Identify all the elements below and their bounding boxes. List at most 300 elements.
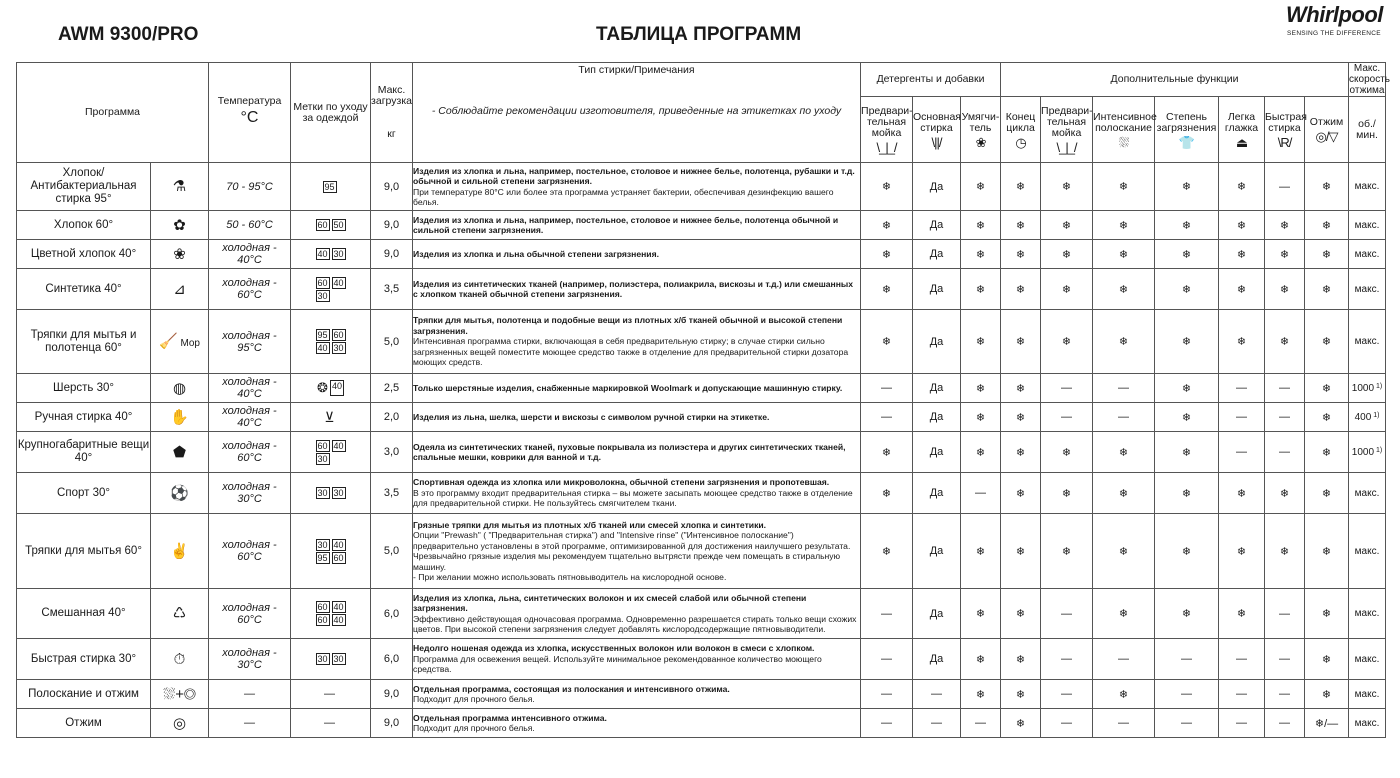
program-name: Тряпки для мытья и полотенца 60° [17, 310, 151, 374]
hand-wash-icon: ✋ [170, 408, 189, 426]
care-label-icon: 30 [317, 488, 328, 498]
cell-spin: ❄/— [1305, 709, 1349, 738]
program-max-load: 9,0 [371, 163, 413, 211]
care-label-icon: 95 [317, 552, 328, 563]
program-name: Смешанная 40° [17, 589, 151, 639]
care-label-icon: 40 [317, 249, 328, 259]
care-labels-cell [291, 514, 371, 589]
wool-icon: ◍ [172, 379, 187, 397]
cell-prewash: ❄ [861, 269, 913, 310]
program-name: Синтетика 40° [17, 269, 151, 310]
col-program: Программа [17, 63, 209, 163]
description-note-2: - При желании можно использовать пятновыводитель на кислородной основе. [413, 572, 727, 582]
cell-prewash2: ❄ [1041, 473, 1093, 514]
cell-spin: ❄ [1305, 163, 1349, 211]
cell-mainwash: Да [913, 211, 961, 240]
description-main: Тряпки для мытья, полотенца и подобные вещи из плотных х/б тканей обычной и высокой степени загрязнения. [413, 315, 843, 336]
cell-softener: ❄ [961, 211, 1001, 240]
cell-easy-iron: — [1219, 403, 1265, 432]
program-name: Цветной хлопок 40° [17, 240, 151, 269]
cell-soil-level: ❄ [1155, 514, 1219, 589]
care-label-icon: 60 [317, 440, 328, 451]
synthetics-icon: ⊿ [173, 280, 186, 298]
col-intensive-rinse: Интенсивное полоскание ⛆ [1093, 97, 1155, 163]
program-max-load: 3,5 [371, 269, 413, 310]
cell-softener: ❄ [961, 269, 1001, 310]
care-label-icon: 60 [333, 552, 344, 563]
cell-quick-wash: ❄ [1265, 269, 1305, 310]
description-main: Спортивная одежда из хлопка или микроволокна, обычной степени загрязнения и пропотевшая. [413, 477, 830, 488]
cell-prewash2: ❄ [1041, 240, 1093, 269]
care-labels-cell [291, 432, 371, 473]
cell-softener: ❄ [961, 403, 1001, 432]
cell-quick-wash: ❄ [1265, 211, 1305, 240]
care-label-icon: 30 [317, 654, 328, 664]
program-description [413, 211, 861, 240]
program-name: Ручная стирка 40° [17, 403, 151, 432]
program-temperature: холодная - 60°C [209, 432, 291, 473]
program-icon-cell [151, 163, 209, 211]
cell-end-cycle: ❄ [1001, 310, 1041, 374]
col-care-labels: Метки по уходу за одеждой [291, 63, 371, 163]
program-description [413, 709, 861, 738]
program-max-load: 3,5 [371, 473, 413, 514]
cell-prewash2: ❄ [1041, 163, 1093, 211]
cell-spin: ❄ [1305, 403, 1349, 432]
cell-quick-wash: — [1265, 403, 1305, 432]
col-quick-wash: Быстрая стирка \R/ [1265, 97, 1305, 163]
rinse-spin-icon: ⛆+◎ [163, 685, 196, 703]
cell-end-cycle: ❄ [1001, 211, 1041, 240]
cell-softener: ❄ [961, 432, 1001, 473]
program-max-load: 9,0 [371, 240, 413, 269]
cell-intensive-rinse: ❄ [1093, 269, 1155, 310]
program-icon-cell [151, 473, 209, 514]
cell-mainwash: Да [913, 240, 961, 269]
program-icon-cell [151, 432, 209, 473]
care-label-icon: 40 [333, 440, 344, 451]
program-icon-cell [151, 403, 209, 432]
care-label-icon: 40 [333, 539, 344, 550]
care-labels-cell [291, 240, 371, 269]
program-row [17, 680, 1386, 709]
cell-easy-iron: ❄ [1219, 211, 1265, 240]
program-description [413, 514, 861, 589]
program-max-load: 5,0 [371, 514, 413, 589]
col-detergents: Детергенты и добавки [861, 63, 1001, 97]
program-name: Крупногабаритные вещи 40° [17, 432, 151, 473]
care-label-icon: 60 [333, 330, 344, 340]
program-row [17, 473, 1386, 514]
program-icon-cell [151, 514, 209, 589]
program-temperature: холодная - 30°C [209, 473, 291, 514]
cell-easy-iron: ❄ [1219, 240, 1265, 269]
cell-prewash2: ❄ [1041, 269, 1093, 310]
cell-mainwash: — [913, 680, 961, 709]
cell-spin: ❄ [1305, 211, 1349, 240]
cell-spin: ❄ [1305, 269, 1349, 310]
cell-mainwash: Да [913, 589, 961, 639]
cotton-icon: ✿ [173, 216, 186, 234]
cell-quick-wash: — [1265, 709, 1305, 738]
col-prewash: Предвари-тельная мойка \_|_/ [861, 97, 913, 163]
program-name: Быстрая стирка 30° [17, 639, 151, 680]
description-note: Интенсивная программа стирки, включающая в себя предварительную стирку; в случае стирки сильно загрязненных вещей поместите моющее средство также в отделение для предварительной стирки дозатора моющих средств. [413, 336, 849, 368]
model-name: AWM 9300/PRO [58, 24, 199, 45]
program-row [17, 240, 1386, 269]
program-row [17, 589, 1386, 639]
description-main: Недолго ношеная одежда из хлопка, искусственных волокон или волокон в смеси с хлопком. [413, 643, 815, 654]
cell-max-spin: макс. [1349, 163, 1386, 211]
program-description [413, 374, 861, 403]
shirt-icon: 👕 [1178, 134, 1195, 150]
program-temperature: — [209, 709, 291, 738]
care-labels-cell [291, 589, 371, 639]
program-row [17, 403, 1386, 432]
program-description [413, 473, 861, 514]
program-table [16, 62, 1390, 738]
cell-spin: ❄ [1305, 589, 1349, 639]
spin-icon: ◎ [172, 714, 187, 732]
col-extra-functions: Дополнительные функции [1001, 63, 1349, 97]
program-temperature: холодная - 60°C [209, 269, 291, 310]
cell-prewash: — [861, 639, 913, 680]
cell-end-cycle: ❄ [1001, 269, 1041, 310]
cell-prewash2: — [1041, 639, 1093, 680]
program-row [17, 310, 1386, 374]
col-easy-iron: Легка глажка ⏏ [1219, 97, 1265, 163]
care-label-icon: ❂ [317, 380, 328, 395]
program-description [413, 589, 861, 639]
cell-soil-level: ❄ [1155, 432, 1219, 473]
col-max-load: Макс. загрузка кг [371, 63, 413, 163]
cell-max-spin: макс. [1349, 240, 1386, 269]
cell-prewash2: — [1041, 589, 1093, 639]
care-label-icon: 40 [333, 615, 344, 625]
cell-prewash2: — [1041, 709, 1093, 738]
care-label-icon: 40 [330, 380, 344, 396]
cell-spin: ❄ [1305, 639, 1349, 680]
cell-spin: ❄ [1305, 374, 1349, 403]
cell-prewash2: ❄ [1041, 432, 1093, 473]
description-main: Изделия из хлопка и льна обычной степени загрязнения. [413, 248, 659, 259]
cell-prewash: ❄ [861, 240, 913, 269]
cell-soil-level: — [1155, 709, 1219, 738]
description-main: Одеяла из синтетических тканей, пуховые покрывала из полиэстера и других синтетических тканей, спальные мешки, коврики для ванной и т.д. [413, 441, 846, 462]
description-note: Программа для освежения вещей. Используйте минимальное рекомендованное количество моющего средства. [413, 653, 822, 675]
cell-prewash: ❄ [861, 473, 913, 514]
cell-max-spin: макс. [1349, 211, 1386, 240]
program-row [17, 269, 1386, 310]
footnote-marker: 1) [1374, 382, 1383, 390]
care-labels-cell [291, 163, 371, 211]
cell-max-spin: макс. [1349, 639, 1386, 680]
description-main: Отдельная программа интенсивного отжима. [413, 712, 607, 723]
care-labels-cell [291, 473, 371, 514]
cell-prewash2: ❄ [1041, 310, 1093, 374]
program-icon-cell [151, 310, 209, 374]
program-row [17, 639, 1386, 680]
program-max-load: 2,0 [371, 403, 413, 432]
program-max-load: 9,0 [371, 680, 413, 709]
cell-quick-wash: — [1265, 163, 1305, 211]
cell-soil-level: ❄ [1155, 269, 1219, 310]
cell-intensive-rinse: ❄ [1093, 514, 1155, 589]
program-description [413, 432, 861, 473]
cell-soil-level: ❄ [1155, 589, 1219, 639]
program-icon-cell [151, 680, 209, 709]
care-label-icon: 30 [317, 290, 328, 301]
cell-easy-iron: ❄ [1219, 163, 1265, 211]
cell-end-cycle: ❄ [1001, 374, 1041, 403]
cell-easy-iron: ❄ [1219, 514, 1265, 589]
program-temperature: холодная - 40°C [209, 374, 291, 403]
program-description [413, 269, 861, 310]
cell-softener: ❄ [961, 639, 1001, 680]
cell-end-cycle: ❄ [1001, 709, 1041, 738]
cell-spin: ❄ [1305, 473, 1349, 514]
cell-easy-iron: ❄ [1219, 310, 1265, 374]
cell-max-spin: макс. [1349, 514, 1386, 589]
cell-end-cycle: ❄ [1001, 473, 1041, 514]
cell-spin: ❄ [1305, 240, 1349, 269]
program-temperature: холодная - 40°C [209, 403, 291, 432]
cell-soil-level: — [1155, 639, 1219, 680]
description-note: Опции "Prewash" ( "Предварительная стирка") and "Intensive rinse" ("Интенсивное полоскание") предварительно установлены в этой программе, оптимизированной для достижения наилучшего результата. Чрезвычайно грязные изделия мы рекомендуем тщательно вытрясти прежде чем помещать в стиральную машину. [413, 530, 851, 572]
description-note: Подходит для прочного белья. [413, 694, 535, 704]
program-name: Отжим [17, 709, 151, 738]
cell-end-cycle: ❄ [1001, 432, 1041, 473]
program-max-load: 3,0 [371, 432, 413, 473]
shower-icon: ⛆ [1118, 134, 1129, 150]
cell-intensive-rinse: ❄ [1093, 211, 1155, 240]
care-labels-cell [291, 403, 371, 432]
program-name: Хлопок/ Антибактериальная стирка 95° [17, 163, 151, 211]
program-description [413, 163, 861, 211]
cell-prewash: ❄ [861, 310, 913, 374]
care-label-icon: 50 [333, 220, 344, 230]
mop-label: Mop [177, 338, 200, 349]
cell-intensive-rinse: — [1093, 709, 1155, 738]
program-temperature: 50 - 60°C [209, 211, 291, 240]
care-label-icon: ⊻ [324, 408, 335, 425]
program-max-load: 5,0 [371, 310, 413, 374]
temp-unit: °C [240, 109, 259, 126]
cell-max-spin: макс. [1349, 473, 1386, 514]
description-main: Изделия из хлопка и льна, например, постельное, столовое и нижнее белье, полотенца, рубашки и т.д. обычной и сильной степени загрязнения. [413, 165, 855, 186]
care-labels-cell [291, 374, 371, 403]
tub-3-icon: \_|_/ [1056, 140, 1077, 155]
cell-quick-wash: — [1265, 432, 1305, 473]
cell-easy-iron: ❄ [1219, 269, 1265, 310]
cell-prewash: — [861, 403, 913, 432]
col-rpm-unit: об./мин. [1349, 97, 1386, 163]
description-note: Эффективно действующая одночасовая программа. Одновременно разрешается стирать только вещи схожих цветов. При высокой степени загрязнения следует добавлять кислородсодержащие пятновыводители. [413, 613, 857, 634]
sport-icon: ⚽ [170, 484, 189, 502]
description-main: Изделия из льна, шелка, шерсти и вискозы с символом ручной стирки на этикетке. [413, 411, 770, 422]
flower-icon: ❀ [975, 134, 986, 150]
cell-mainwash: — [913, 709, 961, 738]
care-label-icon: — [324, 688, 336, 700]
cell-mainwash: Да [913, 639, 961, 680]
cell-mainwash: Да [913, 473, 961, 514]
cell-softener: ❄ [961, 680, 1001, 709]
cell-easy-iron: — [1219, 374, 1265, 403]
program-name: Спорт 30° [17, 473, 151, 514]
program-temperature: холодная - 60°C [209, 589, 291, 639]
program-row [17, 163, 1386, 211]
care-label-icon: 30 [317, 539, 328, 550]
bulky-icon: ⬟ [172, 443, 187, 461]
cell-mainwash: Да [913, 432, 961, 473]
description-main: Изделия из хлопка и льна, например, постельное, столовое и нижнее белье, полотенца обычной и сильной степени загрязнения. [413, 214, 839, 235]
program-temperature: 70 - 95°C [209, 163, 291, 211]
footnote-marker: 1) [1371, 411, 1380, 419]
care-labels-cell [291, 639, 371, 680]
cell-spin: ❄ [1305, 680, 1349, 709]
cell-mainwash: Да [913, 403, 961, 432]
program-name: Хлопок 60° [17, 211, 151, 240]
program-icon-cell [151, 374, 209, 403]
program-max-load: 6,0 [371, 589, 413, 639]
cell-intensive-rinse: — [1093, 403, 1155, 432]
col-softener: Умягчи-тель ❀ [961, 97, 1001, 163]
cell-prewash: — [861, 374, 913, 403]
cell-softener: ❄ [961, 240, 1001, 269]
cell-prewash: — [861, 709, 913, 738]
quick-tub-icon: \R/ [1277, 134, 1292, 150]
cell-max-spin: 400 $^{1)}$ [1349, 403, 1386, 432]
logo-wordmark: Whirlpool [1286, 2, 1383, 27]
cell-quick-wash: ❄ [1265, 514, 1305, 589]
cell-easy-iron: ❄ [1219, 589, 1265, 639]
description-note: При температуре 80°C или более эта программа устраняет бактерии, обеспечивая дезинфекцию вашего белья. [413, 186, 834, 207]
program-icon-cell [151, 211, 209, 240]
care-label-icon: 95 [317, 330, 328, 340]
cell-soil-level: ❄ [1155, 473, 1219, 514]
cell-prewash2: ❄ [1041, 211, 1093, 240]
cell-quick-wash: — [1265, 589, 1305, 639]
cell-intensive-rinse: — [1093, 374, 1155, 403]
cell-prewash: ❄ [861, 514, 913, 589]
cell-prewash2: — [1041, 403, 1093, 432]
cell-spin: ❄ [1305, 310, 1349, 374]
cell-mainwash: Да [913, 269, 961, 310]
program-row [17, 374, 1386, 403]
cell-max-spin: макс. [1349, 269, 1386, 310]
cell-spin: ❄ [1305, 432, 1349, 473]
description-main: Изделия из хлопка, льна, синтетических волокон и их смесей слабой или обычной степени загрязнения. [413, 592, 807, 613]
care-label-icon: 40 [333, 277, 344, 288]
page-title: ТАБЛИЦА ПРОГРАММ [596, 24, 802, 45]
cell-easy-iron: — [1219, 680, 1265, 709]
cell-prewash: ❄ [861, 211, 913, 240]
cell-quick-wash: ❄ [1265, 240, 1305, 269]
cell-intensive-rinse: ❄ [1093, 680, 1155, 709]
cell-intensive-rinse: ❄ [1093, 589, 1155, 639]
iron-icon: ⏏ [1235, 134, 1248, 150]
cell-quick-wash: — [1265, 639, 1305, 680]
mop-icon: 🧹 [159, 333, 178, 350]
care-labels-cell [291, 269, 371, 310]
cell-mainwash: Да [913, 163, 961, 211]
program-icon-cell [151, 269, 209, 310]
col-mainwash: Основная стирка \||/ [913, 97, 961, 163]
cell-quick-wash: ❄ [1265, 310, 1305, 374]
care-labels-cell [291, 310, 371, 374]
cell-soil-level: ❄ [1155, 163, 1219, 211]
description-main: Только шерстяные изделия, снабженные маркировкой Woolmark и допускающие машинную стирку. [413, 382, 843, 393]
tub-1-icon: \_|_/ [876, 140, 897, 155]
program-temperature: холодная - 30°C [209, 639, 291, 680]
cell-mainwash: Да [913, 514, 961, 589]
care-label-icon: 60 [317, 220, 328, 230]
dirty-rags-icon: ✌ [170, 542, 189, 560]
program-temperature: — [209, 680, 291, 709]
cell-prewash: ❄ [861, 432, 913, 473]
program-row [17, 211, 1386, 240]
program-name: Шерсть 30° [17, 374, 151, 403]
cell-prewash2: ❄ [1041, 514, 1093, 589]
cell-easy-iron: — [1219, 432, 1265, 473]
care-label-icon: 60 [317, 277, 328, 288]
program-row [17, 709, 1386, 738]
cell-end-cycle: ❄ [1001, 639, 1041, 680]
col-prewash2: Предвари-тельная мойка \_|_/ [1041, 97, 1093, 163]
program-description [413, 240, 861, 269]
care-labels-cell [291, 709, 371, 738]
quick-wash-icon: ⏱ [173, 650, 186, 668]
cell-mainwash: Да [913, 374, 961, 403]
cell-prewash: — [861, 680, 913, 709]
cell-quick-wash: ❄ [1265, 473, 1305, 514]
cell-end-cycle: ❄ [1001, 514, 1041, 589]
care-label-icon: 40 [333, 602, 344, 612]
program-description [413, 639, 861, 680]
col-wash-type: Тип стирки/Примечания - Соблюдайте рекомендации изготовителя, приведенные на этикетках по уходу [413, 63, 861, 163]
program-description [413, 310, 861, 374]
cell-spin: ❄ [1305, 514, 1349, 589]
tub-2-icon: \||/ [931, 134, 942, 150]
care-labels-cell [291, 680, 371, 709]
cell-quick-wash: — [1265, 374, 1305, 403]
cell-prewash: — [861, 589, 913, 639]
cell-end-cycle: ❄ [1001, 680, 1041, 709]
care-label-icon: 30 [317, 453, 328, 464]
program-name: Тряпки для мытья 60° [17, 514, 151, 589]
clock-icon: ◷ [1015, 134, 1026, 150]
program-icon-cell [151, 709, 209, 738]
cell-soil-level: ❄ [1155, 310, 1219, 374]
cell-max-spin: 1000 $^{1)}$ [1349, 374, 1386, 403]
cell-mainwash: Да [913, 310, 961, 374]
cell-softener: — [961, 473, 1001, 514]
cell-soil-level: ❄ [1155, 374, 1219, 403]
cell-end-cycle: ❄ [1001, 240, 1041, 269]
color-cotton-icon: ❀ [173, 245, 186, 263]
cell-easy-iron: ❄ [1219, 473, 1265, 514]
cell-easy-iron: — [1219, 639, 1265, 680]
program-description [413, 680, 861, 709]
program-description [413, 403, 861, 432]
spin-icon: ◎/▽ [1315, 129, 1338, 144]
program-temperature: холодная - 40°C [209, 240, 291, 269]
care-label-icon: 60 [317, 615, 328, 625]
cell-prewash2: — [1041, 680, 1093, 709]
cell-end-cycle: ❄ [1001, 163, 1041, 211]
program-max-load: 6,0 [371, 639, 413, 680]
program-icon-cell [151, 589, 209, 639]
